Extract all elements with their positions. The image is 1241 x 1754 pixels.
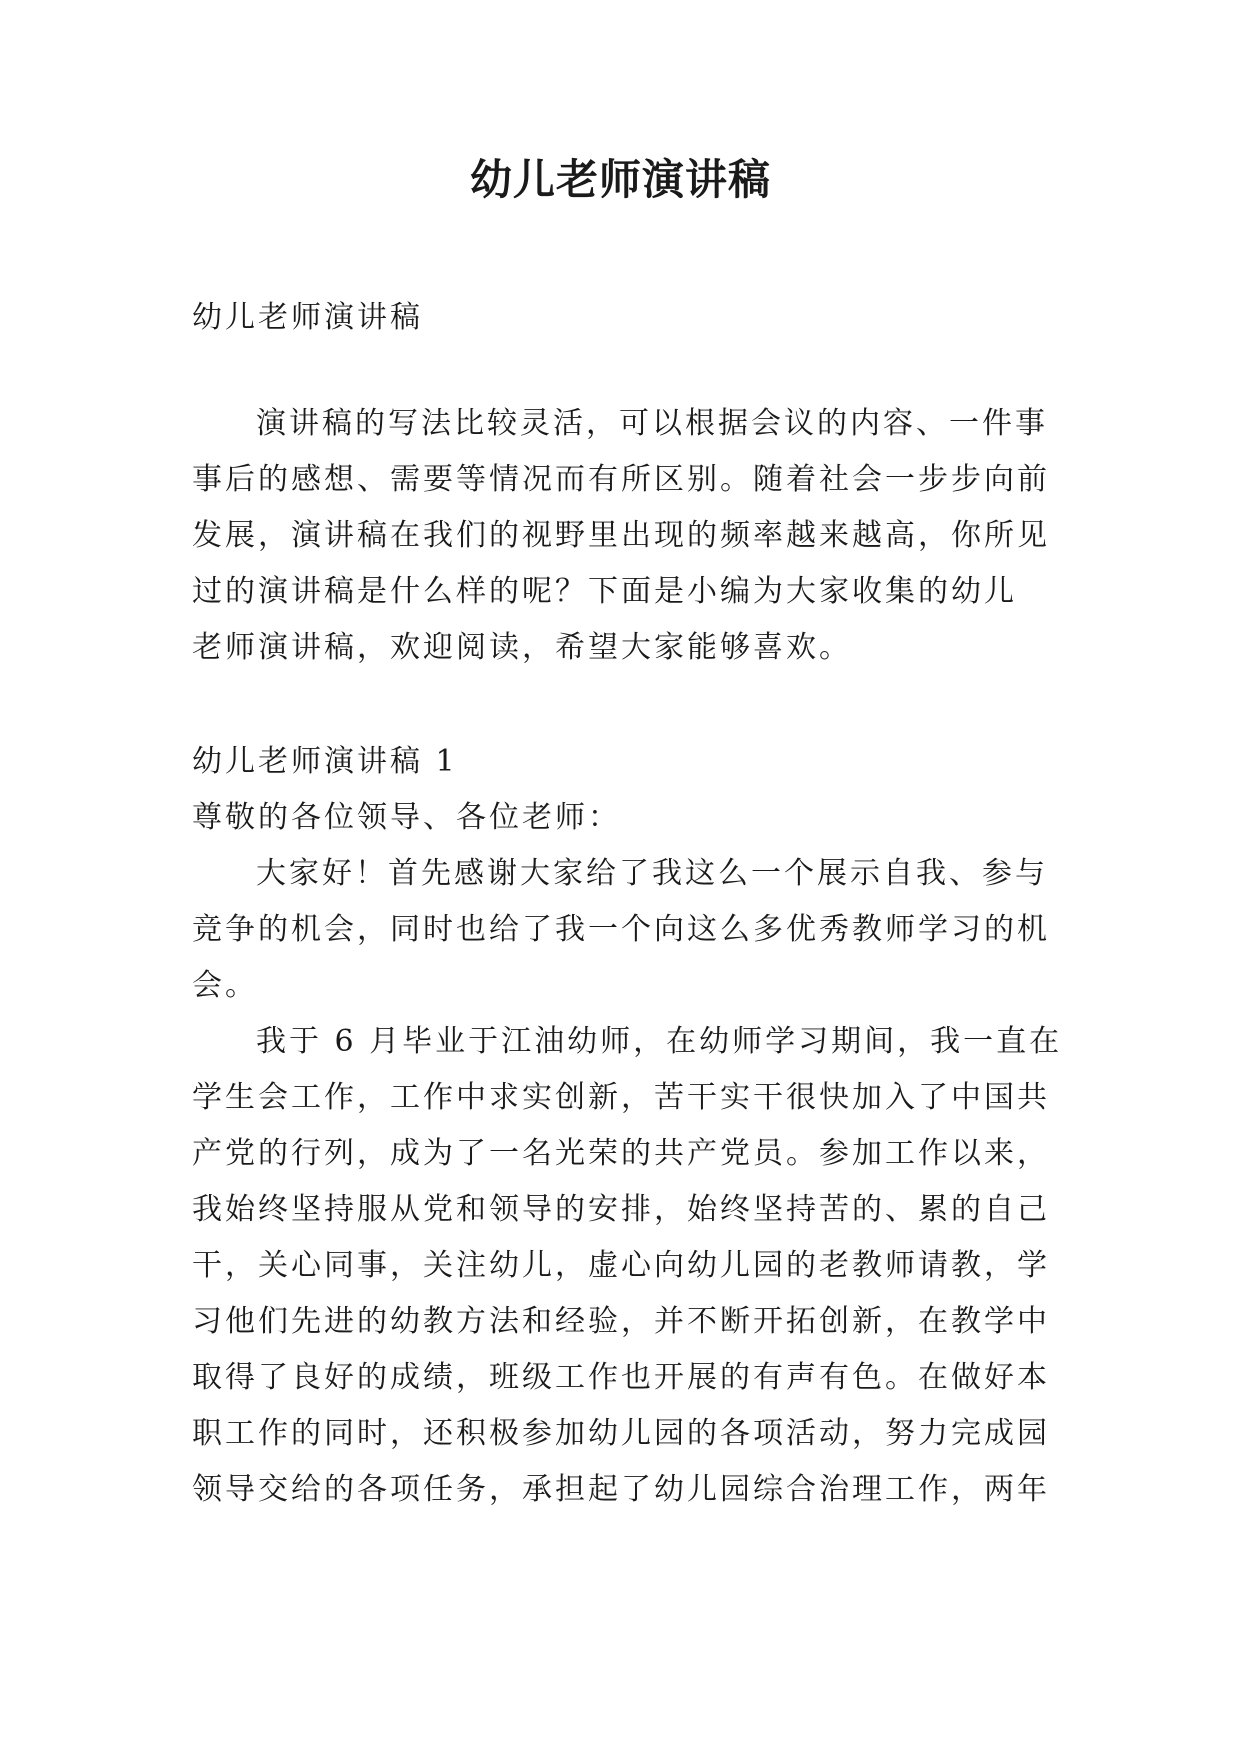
paragraph-line: 我于 6 月毕业于江油幼师，在幼师学习期间，我一直在 [256, 1024, 1063, 1059]
document-title: 幼儿老师演讲稿 [469, 155, 771, 204]
paragraph-line: 我始终坚持服从党和领导的安排，始终坚持苦的、累的自己 [192, 1192, 1050, 1227]
intro-line: 发展，演讲稿在我们的视野里出现的频率越来越高，你所见 [192, 518, 1050, 553]
document-subtitle: 幼儿老师演讲稿 [192, 300, 423, 335]
intro-line: 过的演讲稿是什么样的呢？下面是小编为大家收集的幼儿 [192, 574, 1017, 609]
intro-line: 老师演讲稿，欢迎阅读，希望大家能够喜欢。 [192, 630, 852, 665]
paragraph-line: 产党的行列，成为了一名光荣的共产党员。参加工作以来， [192, 1136, 1050, 1171]
paragraph-line: 职工作的同时，还积极参加幼儿园的各项活动，努力完成园 [192, 1416, 1050, 1451]
paragraph-line: 干，关心同事，关注幼儿，虚心向幼儿园的老教师请教，学 [192, 1248, 1050, 1283]
intro-line: 事后的感想、需要等情况而有所区别。随着社会一步步向前 [192, 462, 1050, 497]
salutation: 尊敬的各位领导、各位老师： [192, 800, 621, 835]
paragraph-line: 取得了良好的成绩，班级工作也开展的有声有色。在做好本 [192, 1360, 1050, 1395]
section-heading: 幼儿老师演讲稿 1 [192, 744, 458, 779]
paragraph-line: 大家好！首先感谢大家给了我这么一个展示自我、参与 [256, 856, 1048, 891]
paragraph-line: 竞争的机会，同时也给了我一个向这么多优秀教师学习的机 [192, 912, 1050, 947]
paragraph-line: 会。 [192, 968, 258, 1003]
paragraph-line: 领导交给的各项任务，承担起了幼儿园综合治理工作，两年 [192, 1472, 1050, 1507]
intro-line: 演讲稿的写法比较灵活，可以根据会议的内容、一件事 [256, 406, 1048, 441]
paragraph-line: 学生会工作，工作中求实创新，苦干实干很快加入了中国共 [192, 1080, 1050, 1115]
paragraph-line: 习他们先进的幼教方法和经验，并不断开拓创新，在教学中 [192, 1304, 1050, 1339]
